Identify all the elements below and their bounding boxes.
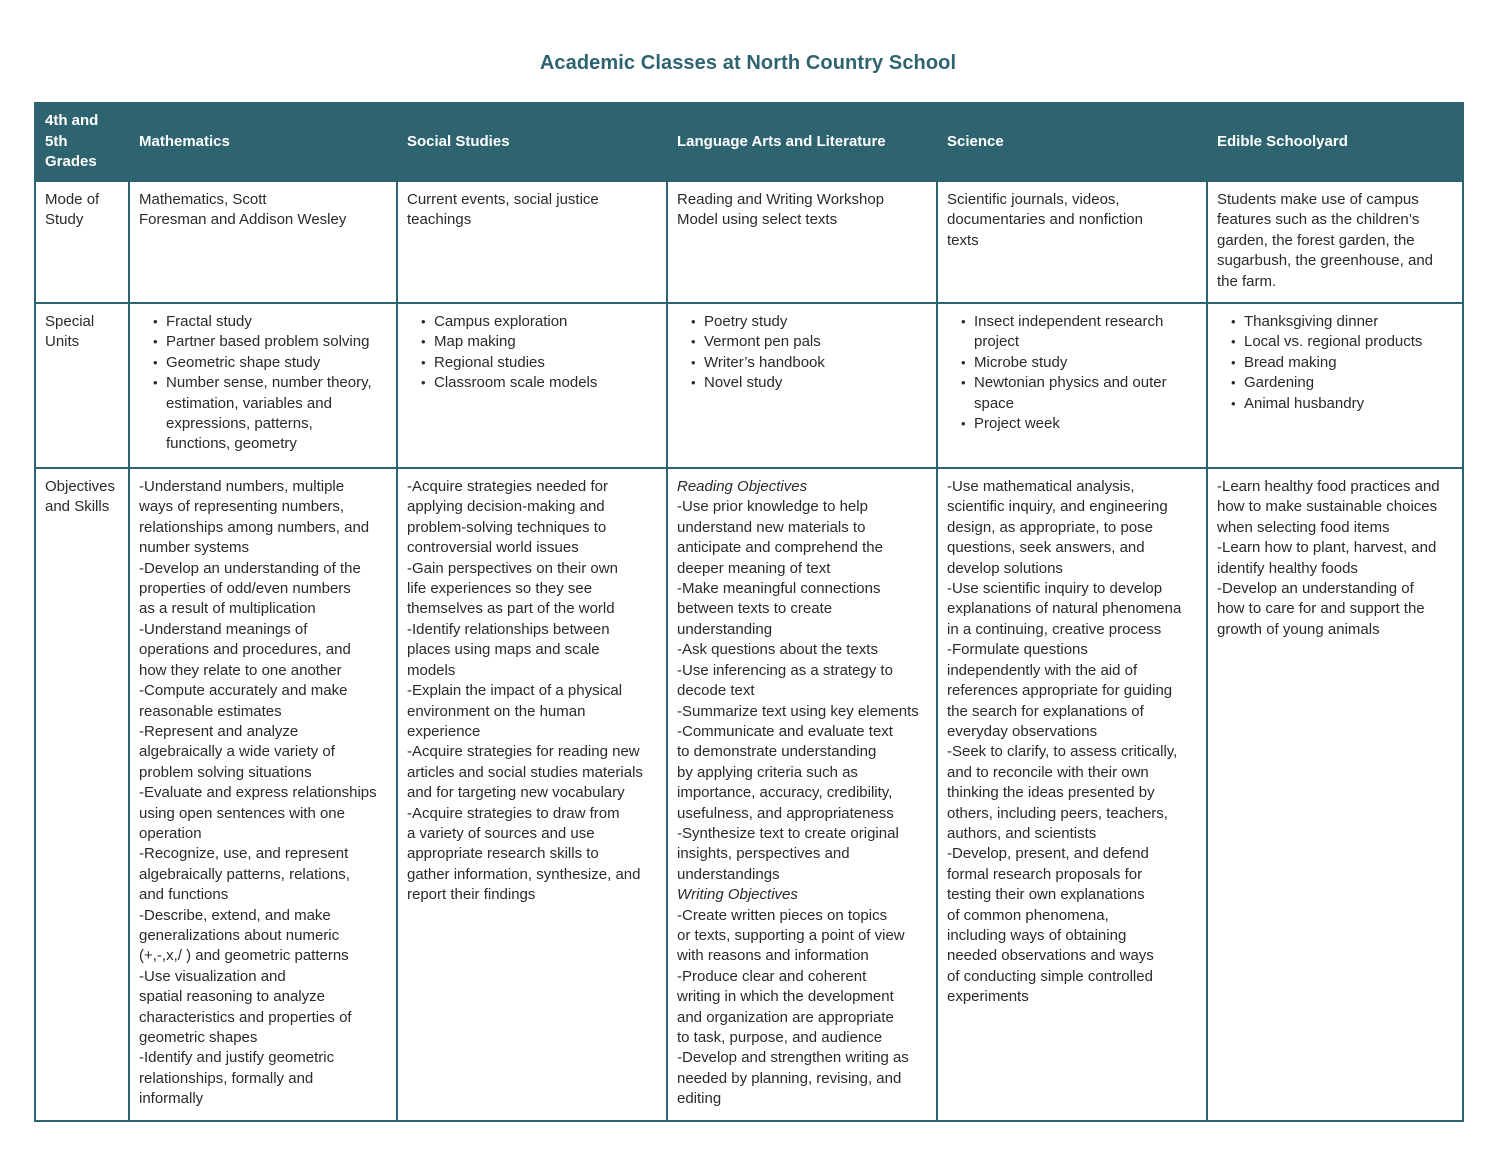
cell-objectives-language-arts (667, 468, 937, 1121)
list-item: • Microbe study (965, 353, 1197, 373)
list-item: • Insect independent research project (965, 312, 1197, 353)
special-units-row (35, 303, 1463, 468)
list-item: • Local vs. regional products (1235, 332, 1453, 352)
list-item: • Classroom scale models (425, 373, 657, 393)
header-mathematics: Mathematics (129, 103, 397, 181)
cell-objectives-science: -Use mathematical analysis, scientific inquiry, and engineering design, as appropriate, to pose questions, seek answers, and develop solutions -Use scientific inquiry to develop explanations of natural phenomena in a continuing, creative process -Formulate questions independently with the aid of references appropriate for guiding the search for explanations of everyday observations -Seek to clarify, to assess critically, and to reconcile with their own thinking the ideas presented by others, including peers, teachers, authors, and scientists -Develop, present, and defend formal research proposals for testing their own explanations of common phenomena, including ways of obtaining needed observations and ways of conducting simple controlled experiments (937, 468, 1207, 1121)
list-item: • Novel study (695, 373, 927, 393)
cell-objectives-mathematics: -Understand numbers, multiple ways of representing numbers, relationships among numbers, and number systems -Develop an understanding of the properties of odd/even numbers as a result of multiplication -Understand meanings of operations and procedures, and how they relate to one another -Compute accurately and make reasonable estimates -Represent and analyze algebraically a wide variety of problem solving situations -Evaluate and express relationships using open sentences with one operation -Recognize, use, and represent algebraically patterns, relations, and functions -Describe, extend, and make generalizations about numeric (+,-,x,/ ) and geometric patterns -Use visualization and spatial reasoning to analyze characteristics and properties of geometric shapes -Identify and justify geometric relationships, formally and informally (129, 468, 397, 1121)
list-item: • Partner based problem solving (157, 332, 387, 352)
reading-objectives-text: -Use prior knowledge to help understand new materials to anticipate and comprehend the deeper meaning of text -Make meaningful connections between texts to create understanding -Ask questions about the texts -Use inferencing as a strategy to decode text -Summarize text using key elements -Communicate and evaluate text to demonstrate understanding by applying criteria such as importance, accuracy, credibility, usefulness, and appropriateness -Synthesize text to create original insights, perspectives and understandings (677, 498, 919, 883)
list-item: • Project week (965, 414, 1197, 434)
header-social-studies: Social Studies (397, 103, 667, 181)
cell-objectives-social-studies: -Acquire strategies needed for applying decision-making and problem-solving techniques to controversial world issues -Gain perspectives on their own life experiences so they see themselves as part of the world -Identify relationships between places using maps and scale models -Explain the impact of a physical environment on the human experience -Acquire strategies for reading new articles and social studies materials and for targeting new vocabulary -Acquire strategies to draw from a variety of sources and use appropriate research skills to gather information, synthesize, and report their findings (397, 468, 667, 1121)
curriculum-table (34, 102, 1464, 1122)
header-edible-schoolyard: Edible Schoolyard (1207, 103, 1463, 181)
list-item: • Map making (425, 332, 657, 352)
cell-mode-mathematics: Mathematics, Scott Foresman and Addison Wesley (129, 181, 397, 303)
list-item: • Fractal study (157, 312, 387, 332)
header-science: Science (937, 103, 1207, 181)
list-item: • Geometric shape study (157, 353, 387, 373)
row-label-objectives: Objectives and Skills (35, 468, 129, 1121)
cell-units-language-arts (667, 303, 937, 468)
cell-objectives-edible-schoolyard: -Learn healthy food practices and how to make sustainable choices when selecting food items -Learn how to plant, harvest, and identify healthy foods -Develop an understanding of how to care for and support the growth of young animals (1207, 468, 1463, 1121)
row-label-units: Special Units (35, 303, 129, 468)
list-item: • Newtonian physics and outer space (965, 373, 1197, 414)
cell-units-science (937, 303, 1207, 468)
cell-units-mathematics (129, 303, 397, 468)
header-row (35, 103, 1463, 181)
list-item: • Vermont pen pals (695, 332, 927, 352)
list-item: • Campus exploration (425, 312, 657, 332)
mode-of-study-row (35, 181, 1463, 303)
list-item: • Animal husbandry (1235, 394, 1453, 414)
grade-header: 4th and 5th Grades (35, 103, 129, 181)
cell-units-edible-schoolyard (1207, 303, 1463, 468)
writing-objectives-heading: Writing Objectives (677, 886, 798, 904)
row-label-mode: Mode of Study (35, 181, 129, 303)
cell-units-social-studies (397, 303, 667, 468)
list-item: • Regional studies (425, 353, 657, 373)
objectives-row (35, 468, 1463, 1121)
list-item: • Bread making (1235, 353, 1453, 373)
cell-mode-social-studies: Current events, social justice teachings (397, 181, 667, 303)
cell-mode-edible-schoolyard: Students make use of campus features such as the children’s garden, the forest garden, the sugarbush, the greenhouse, and the farm. (1207, 181, 1463, 303)
list-item: • Poetry study (695, 312, 927, 332)
cell-mode-language-arts: Reading and Writing Workshop Model using select texts (667, 181, 937, 303)
cell-mode-science: Scientific journals, videos, documentaries and nonfiction texts (937, 181, 1207, 303)
header-language-arts: Language Arts and Literature (667, 103, 937, 181)
writing-objectives-text: -Create written pieces on topics or texts, supporting a point of view with reasons and information -Produce clear and coherent writing in which the development and organization are appropriate to task, purpose, and audience -Develop and strengthen writing as needed by planning, revising, and editing (677, 906, 909, 1108)
list-item: • Number sense, number theory, estimation, variables and expressions, patterns, functions, geometry (157, 373, 387, 455)
page-title: Academic Classes at North Country School (539, 52, 957, 74)
reading-objectives-heading: Reading Objectives (677, 478, 808, 496)
list-item: • Gardening (1235, 373, 1453, 393)
list-item: • Writer’s handbook (695, 353, 927, 373)
list-item: • Thanksgiving dinner (1235, 312, 1453, 332)
